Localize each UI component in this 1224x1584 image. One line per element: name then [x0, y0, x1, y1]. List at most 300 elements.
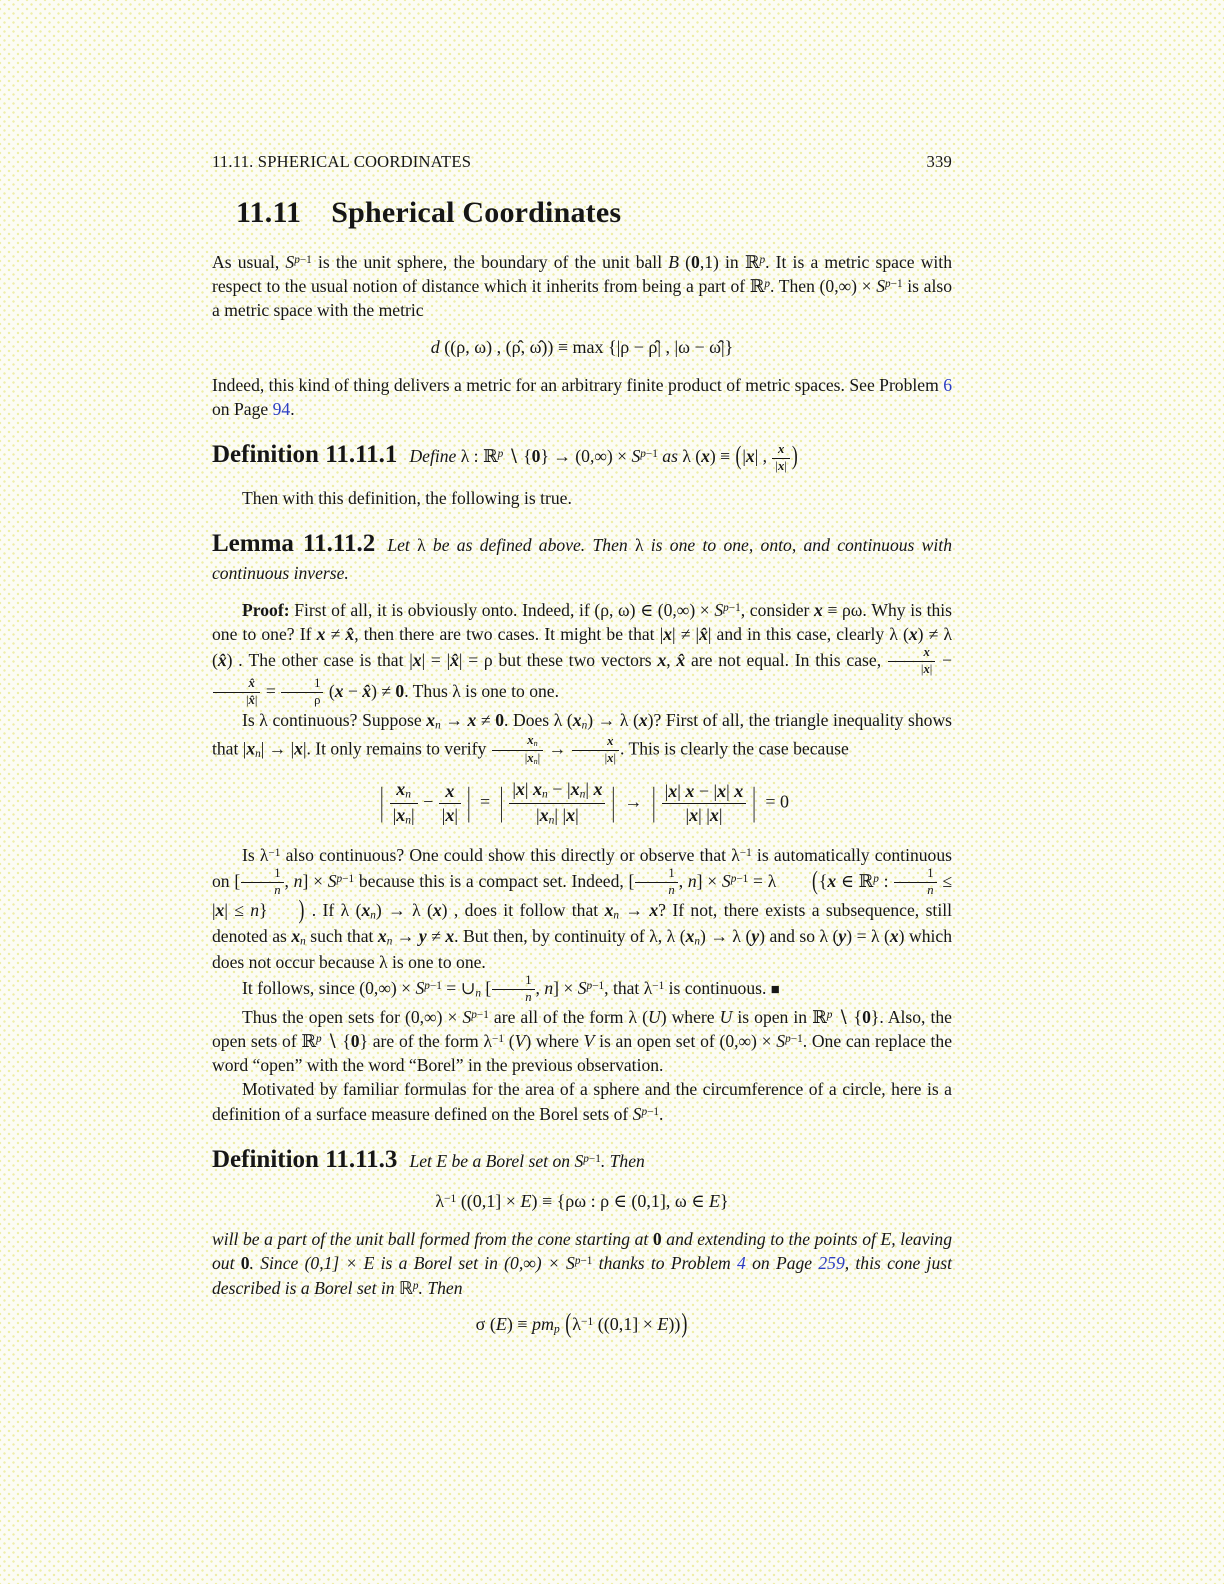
text-run: | |: [698, 805, 710, 825]
text-run: =: [475, 791, 495, 812]
fraction: [438, 781, 462, 825]
text-run: Definition 11.11.1: [212, 441, 398, 469]
text-run: B: [668, 252, 679, 272]
text-run: |: [920, 662, 924, 677]
text-run: | = |: [421, 650, 451, 671]
text-run: , consider: [740, 599, 815, 620]
section-number: 11.11: [236, 196, 302, 229]
text-run: |: [410, 805, 415, 825]
text-run: ): [298, 893, 305, 924]
text-run: |: [677, 781, 686, 802]
text-run: x: [734, 781, 744, 802]
text-run: |: [784, 459, 787, 474]
text-run: x: [685, 925, 695, 946]
text-run: is an open set of (0,∞) ×: [594, 1030, 777, 1051]
text-run: 0: [240, 1253, 250, 1274]
text-run: −1: [890, 278, 903, 291]
text-run: Then with this definition, the following is true.: [242, 487, 572, 508]
text-run: ) ≡: [506, 1313, 532, 1334]
text-run: λ : ℝ: [460, 446, 498, 467]
motivation-paragraph: [212, 1077, 952, 1125]
text-run: ∖ {: [321, 1030, 351, 1051]
text-run: |: [664, 781, 669, 802]
fraction: [634, 867, 678, 898]
text-run: n: [542, 788, 548, 801]
proof-paragraph-4: [212, 974, 952, 1005]
then-definition-paragraph: [212, 486, 952, 510]
text-run: V: [514, 1030, 526, 1051]
fraction: [491, 734, 544, 766]
text-run: p: [785, 1032, 791, 1045]
text-run: −1: [739, 846, 752, 859]
text-run: λ: [634, 535, 644, 556]
text-run: x: [604, 899, 614, 920]
text-run: n: [927, 882, 934, 897]
text-run: . Does λ (: [504, 709, 573, 730]
running-header: [212, 152, 952, 172]
text-run: p: [764, 278, 771, 291]
text-run: y: [418, 925, 427, 946]
text-run: n: [274, 882, 281, 897]
text-run: |: [775, 459, 778, 474]
text-run: x: [316, 623, 326, 644]
open-sets-paragraph: [212, 1005, 952, 1078]
text-run: |: [537, 750, 541, 765]
text-run: x̂: [248, 676, 255, 691]
text-run: 0: [395, 681, 405, 701]
text-run: x: [709, 805, 719, 825]
text-run: n: [548, 814, 555, 827]
text-run: is the unit sphere, the boundary of the unit ball: [311, 252, 669, 272]
text-run: n: [544, 977, 554, 998]
text-run: λ: [417, 535, 426, 556]
text-run: Let E be a Borel set on: [409, 1150, 575, 1171]
text-run: |: [585, 779, 594, 800]
text-run: ×: [308, 870, 328, 891]
link-problem-6[interactable]: 6: [943, 375, 952, 396]
text-run: S: [574, 1150, 584, 1171]
text-run: . If λ (: [305, 899, 362, 920]
text-run: S: [462, 1006, 472, 1027]
text-run: on Page: [212, 399, 273, 420]
fraction: [661, 781, 748, 825]
text-run: ): [791, 440, 798, 471]
text-run: n: [405, 814, 411, 827]
text-run: (: [812, 864, 818, 895]
text-run: ) and so λ (: [759, 925, 839, 946]
text-run: }: [720, 1190, 729, 1211]
text-run: p: [759, 253, 766, 266]
text-run: x: [426, 709, 436, 730]
text-run: ≡ ρω. Why is this one to one? If: [212, 599, 952, 644]
text-run: in ℝ: [718, 252, 760, 272]
text-run: ) . The other case is that |: [226, 650, 413, 671]
text-run: x: [445, 781, 455, 802]
text-run: } → (0,∞) ×: [540, 446, 632, 467]
text-run: (: [679, 252, 692, 272]
text-run: ≠: [325, 623, 346, 644]
text-run: First of all, it is obviously onto. Indeed, if (ρ, ω) ∈ (0,∞) ×: [294, 599, 715, 620]
text-run: ((0,1] ×: [593, 1313, 658, 1334]
link-page-259[interactable]: 259: [818, 1253, 845, 1274]
text-run: U: [719, 1006, 733, 1027]
text-run: It follows, since (0,∞) ×: [242, 977, 416, 998]
text-run: n: [435, 719, 441, 732]
text-run: ) where: [525, 1030, 584, 1051]
text-run: x: [701, 446, 710, 467]
text-run: 0: [495, 709, 504, 730]
cone-description-paragraph: [212, 1227, 952, 1300]
text-run: |: [524, 779, 534, 800]
link-problem-4[interactable]: 4: [737, 1253, 746, 1274]
text-run: |: [575, 805, 579, 825]
text-run: n: [579, 788, 586, 801]
text-run: |: [466, 779, 471, 823]
text-run: 0: [531, 446, 541, 467]
section-title: [236, 196, 952, 230]
text-run: |: [742, 446, 746, 467]
text-run: −1: [429, 979, 442, 992]
text-run: ((ρ, ω) , (ρ̂, ω̂)) ≡ max {|ρ − ρ̂| , |ω − ω̂|}: [439, 336, 734, 357]
text-run: y: [838, 925, 847, 946]
text-run: ) → λ (: [587, 709, 639, 730]
text-run: |: [512, 779, 516, 800]
text-run: x: [396, 805, 406, 825]
text-run: x̂: [676, 650, 686, 671]
text-run: S: [631, 446, 641, 467]
text-run: ≠: [476, 709, 496, 730]
text-run: ×: [702, 870, 722, 891]
definition-11-11-3: [212, 1142, 952, 1177]
text-run: x: [515, 779, 525, 800]
text-run: . But then, by continuity of λ, λ (: [454, 925, 686, 946]
text-run: x̂: [450, 650, 459, 671]
text-run: x̂: [362, 681, 372, 701]
text-run: will be a part of the unit ball formed from the cone starting at: [212, 1229, 653, 1250]
text-run: such that: [305, 925, 378, 946]
text-run: 1: [274, 865, 281, 880]
text-run: −1: [728, 601, 741, 614]
text-run: |: [613, 750, 616, 765]
text-run: |: [441, 805, 446, 825]
sigma-measure-equation: [212, 1307, 952, 1338]
text-run: | |: [554, 805, 567, 825]
text-run: x: [923, 645, 930, 660]
fraction: [887, 646, 936, 677]
text-run: ]: [696, 870, 703, 891]
text-run: →: [392, 925, 419, 946]
text-run: n: [293, 870, 303, 891]
text-run: Lemma 11.11.2: [212, 530, 376, 558]
text-run: x: [432, 899, 442, 920]
text-run: x: [889, 925, 899, 946]
text-run: (: [565, 1307, 572, 1338]
text-run: [560, 1314, 565, 1334]
text-run: 1: [314, 676, 321, 691]
text-run: p: [885, 278, 891, 291]
text-run: S: [714, 599, 724, 620]
text-run: |: [499, 779, 504, 823]
text-run: ): [681, 1307, 688, 1338]
text-run: E: [657, 1313, 669, 1334]
text-run: p: [574, 1255, 581, 1268]
text-run: |: [246, 692, 249, 707]
text-run: (: [324, 681, 335, 701]
text-run: x̂: [345, 623, 355, 644]
text-run: −1: [580, 1315, 594, 1328]
text-run: E: [520, 1190, 532, 1211]
lemma-11-11-2: [212, 526, 952, 586]
cone-equation: [212, 1190, 952, 1213]
text-run: |: [726, 781, 735, 802]
text-run: x: [777, 459, 785, 474]
text-run: −1: [588, 1152, 601, 1165]
text-run: x: [361, 899, 371, 920]
text-run: x̂: [699, 623, 708, 644]
text-run: also continuous? One could show this directly or observe that λ: [280, 844, 740, 865]
text-run: Is λ: [242, 844, 269, 865]
fraction: [508, 779, 606, 828]
definition-11-11-1: [212, 437, 952, 474]
text-run: −: [343, 681, 363, 701]
text-run: x: [649, 899, 659, 920]
text-run: S: [876, 276, 886, 297]
limit-equation: [212, 779, 952, 828]
text-run: n: [475, 987, 481, 1000]
text-run: and extending to the points of E, leaving out: [212, 1229, 952, 1274]
text-run: |: [379, 779, 384, 823]
text-run: −1: [342, 872, 355, 885]
text-run: x̂: [217, 650, 227, 671]
text-run: x: [377, 925, 387, 946]
text-run: |: [536, 805, 540, 825]
text-run: |: [254, 692, 258, 707]
text-run: λ: [435, 1190, 445, 1211]
text-run: x: [657, 650, 667, 671]
text-run: −1: [580, 1255, 593, 1268]
text-run: , that λ: [604, 977, 653, 998]
fraction: [893, 867, 937, 898]
text-run: [: [628, 870, 635, 891]
text-run: p: [412, 1279, 419, 1292]
text-run: x: [717, 781, 727, 802]
text-run: x: [334, 681, 344, 701]
end-of-proof-square: ■: [770, 981, 780, 998]
text-run: Motivated by familiar formulas for the area of a sphere and the circumference of a circle, here is a definition of a surface measure defined on the Borel sets of: [212, 1079, 952, 1124]
text-run: ) , does it follow that: [441, 899, 605, 920]
text-run: , this cone just described is a Borel set in ℝ: [212, 1253, 952, 1298]
text-run: :: [878, 870, 894, 891]
text-run: −1: [736, 872, 749, 885]
text-run: p: [873, 872, 879, 885]
text-run: p: [471, 1008, 477, 1021]
text-run: is open in ℝ: [732, 1006, 827, 1027]
text-run: is continuous.: [664, 977, 771, 998]
text-run: n: [613, 909, 619, 922]
intro-paragraph: [212, 250, 952, 323]
text-run: . One can replace the word “open” with the word “Borel” in the previous observation.: [212, 1030, 952, 1076]
text-run: −1: [444, 1192, 457, 1205]
text-run: − |: [694, 781, 718, 802]
text-run: x: [396, 779, 406, 800]
text-run: S: [285, 252, 295, 272]
text-run: ∖ {: [503, 446, 532, 467]
text-run: ) ≡ {ρω : ρ ∈ (0,1], ω ∈: [531, 1190, 710, 1211]
text-run: . Then (0,∞) ×: [770, 276, 877, 297]
fraction: [571, 735, 620, 766]
text-run: Proof:: [242, 599, 295, 620]
text-run: σ (: [475, 1313, 496, 1334]
text-run: = λ: [748, 870, 781, 891]
text-run: ) → λ (: [375, 899, 433, 920]
text-run: [: [234, 870, 241, 891]
text-run: |: [604, 750, 608, 765]
text-run: −: [936, 650, 953, 671]
text-run: x: [663, 623, 673, 644]
text-run: because this is a compact set. Indeed,: [354, 870, 629, 891]
text-run: Define: [409, 446, 461, 467]
text-run: , then there are two cases. It might be that |: [354, 623, 664, 644]
text-run: x: [539, 805, 549, 825]
text-run: . This is clearly the case because: [620, 738, 849, 759]
text-run: n: [255, 748, 261, 761]
text-run: x: [685, 781, 695, 802]
text-run: ]: [553, 977, 559, 998]
text-run: ≤ |: [212, 870, 952, 920]
text-run: −1: [645, 448, 658, 461]
text-run: x: [777, 442, 785, 457]
text-run: p: [553, 1323, 560, 1336]
text-run: −1: [476, 1008, 489, 1021]
text-run: (: [503, 1030, 515, 1051]
text-run: ∈ ℝ: [836, 870, 874, 891]
text-run: S: [721, 870, 731, 891]
text-run: . Thus λ is one to one.: [404, 681, 560, 701]
text-run: |: [652, 779, 656, 823]
text-run: x: [412, 650, 422, 671]
text-run: ×: [559, 977, 578, 998]
text-run: ? If not, there exists a subsequence, still denoted as: [212, 899, 952, 946]
section-title-text: Spherical Coordinates: [331, 196, 622, 229]
page-body: [212, 250, 952, 1337]
text-run: ) = λ (: [846, 925, 890, 946]
text-run: |: [718, 805, 723, 825]
text-run: ) where: [660, 1006, 720, 1027]
text-run: n: [533, 738, 538, 748]
text-run: |: [752, 779, 756, 823]
text-run: n: [533, 756, 538, 766]
text-run: |: [454, 805, 458, 825]
text-run: 1: [525, 972, 532, 987]
text-run: −1: [652, 979, 665, 992]
text-run: ) ≡: [709, 446, 735, 467]
text-run: x: [445, 925, 455, 946]
text-run: 0: [862, 1006, 871, 1027]
text-run: ,: [535, 977, 545, 998]
text-run: 0: [350, 1030, 360, 1051]
text-run: )): [668, 1313, 681, 1334]
text-run: ) ≠: [371, 681, 396, 701]
text-run: ρ: [314, 692, 321, 707]
text-run: n: [250, 899, 260, 920]
text-run: x: [566, 805, 576, 825]
running-header-title: 11.11. SPHERICAL COORDINATES: [212, 152, 472, 171]
text-run: E: [709, 1190, 721, 1211]
text-run: x: [570, 779, 580, 800]
text-run: y: [751, 925, 760, 946]
text-run: Thus the open sets for (0,∞) ×: [242, 1006, 463, 1027]
text-run: . It is a metric space with respect to the usual notion of distance which it inherits from being a part of ℝ: [212, 252, 952, 297]
text-run: p: [723, 601, 729, 614]
text-run: Is λ continuous? Suppose: [242, 709, 427, 730]
text-run: |: [611, 779, 616, 823]
text-run: is also a metric space with the metric: [212, 276, 952, 321]
text-run: ]: [302, 870, 309, 891]
text-run: x: [294, 738, 303, 759]
text-run: are all of the form λ (: [488, 1006, 648, 1027]
text-run: 1: [668, 865, 675, 880]
text-run: 0: [652, 1229, 662, 1250]
text-run: . Then: [418, 1277, 463, 1298]
text-run: − |: [547, 779, 571, 800]
text-run: x: [467, 709, 477, 730]
fraction: [389, 779, 419, 828]
text-run: −1: [268, 846, 281, 859]
text-run: } are of the form λ: [359, 1030, 492, 1051]
text-run: S: [776, 1030, 786, 1051]
link-page-94[interactable]: 94: [272, 399, 291, 420]
text-run: |: [392, 805, 397, 825]
text-run: n: [687, 870, 697, 891]
text-run: = ∪: [441, 977, 476, 998]
text-run: x: [445, 805, 455, 825]
proof-paragraph-3: [212, 843, 952, 974]
text-run: x: [668, 781, 678, 802]
text-run: p: [316, 1032, 322, 1045]
text-run: x: [923, 662, 930, 677]
text-run: | and in this case, clearly λ (: [707, 623, 909, 644]
text-run: |: [685, 805, 690, 825]
text-run: −1: [299, 253, 312, 266]
text-run: x: [689, 805, 699, 825]
text-run: Let: [387, 535, 418, 556]
text-run: p: [583, 1152, 589, 1165]
text-run: | ,: [754, 446, 772, 467]
text-run: x: [607, 750, 614, 765]
text-run: ) ≠ λ (: [212, 623, 953, 671]
text-run: (: [735, 440, 742, 471]
fraction: [212, 677, 261, 708]
text-run: |. It only remains to verify: [302, 738, 491, 759]
text-run: |: [929, 662, 933, 677]
text-run: −1: [492, 1032, 504, 1045]
text-run: . Then: [600, 1150, 645, 1171]
text-run: x: [638, 709, 648, 730]
metric-note-paragraph: [212, 373, 952, 421]
text-run: ,: [678, 870, 688, 891]
text-run: =: [261, 681, 281, 701]
text-run: →: [618, 899, 650, 920]
text-run: 0: [691, 252, 700, 272]
text-run: n: [525, 989, 532, 1004]
text-run: are not equal. In this case,: [685, 650, 887, 671]
text-run: x: [745, 446, 755, 467]
text-run: x: [593, 779, 603, 800]
text-run: | → |: [260, 738, 295, 759]
text-run: | ≠ |: [672, 623, 700, 644]
text-run: ,: [284, 870, 294, 891]
text-run: n: [694, 935, 700, 948]
